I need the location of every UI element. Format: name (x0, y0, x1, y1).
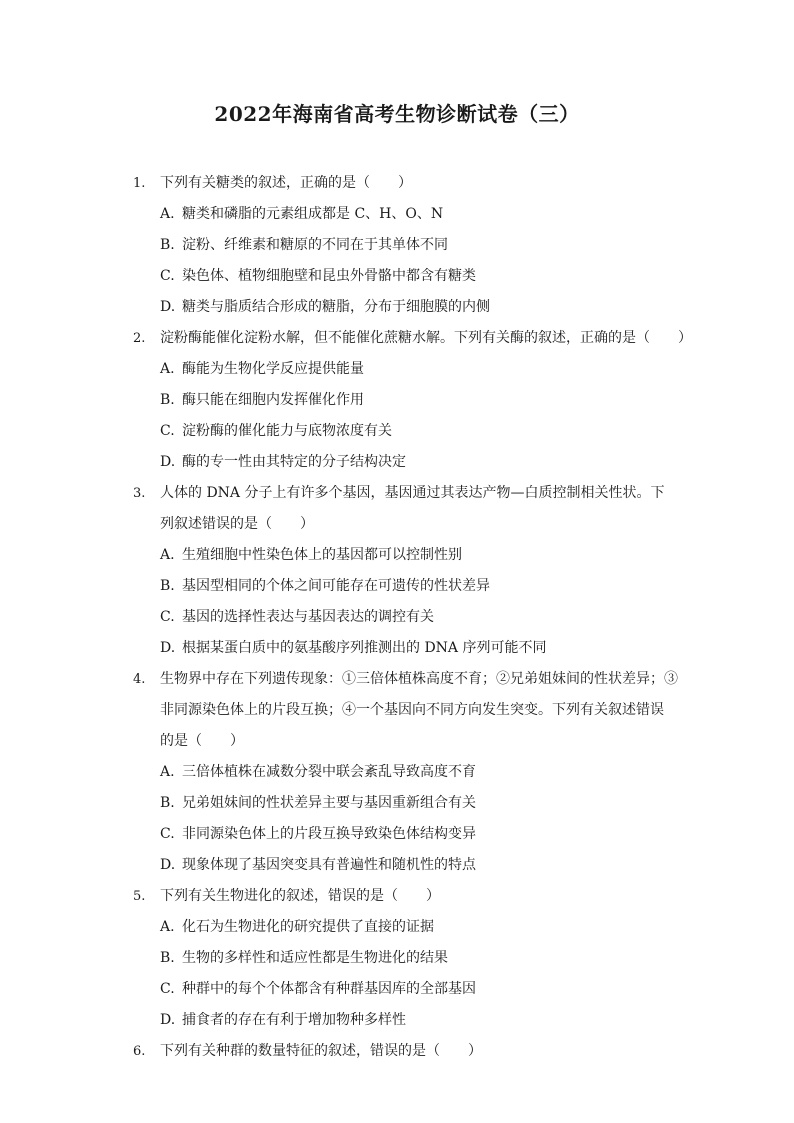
option-label: A. (160, 547, 175, 563)
answer-option (160, 571, 660, 602)
option-text: 非同源染色体上的片段互换导致染色体结构变异 (182, 826, 476, 842)
question-stem (160, 1036, 660, 1067)
option-label: B. (160, 950, 175, 966)
question-stem (160, 881, 660, 912)
answer-option (160, 261, 660, 292)
answer-option (160, 850, 660, 881)
option-text: 三倍体植株在减数分裂中联会紊乱导致高度不育 (182, 764, 476, 780)
question-number: 2. (133, 331, 146, 346)
answer-option (160, 199, 660, 230)
answer-option (160, 385, 660, 416)
question-6 (0, 1036, 794, 1067)
answer-option (160, 230, 660, 261)
option-label: A. (160, 361, 175, 377)
option-text: 淀粉、纤维素和糖原的不同在于其单体不同 (182, 237, 448, 253)
question-stem-line: 下列有关种群的数量特征的叙述，错误的是（ ） (160, 1043, 482, 1059)
option-text: 淀粉酶的催化能力与底物浓度有关 (182, 423, 392, 439)
option-label: D. (160, 454, 176, 470)
question-stem (160, 168, 660, 199)
question-2 (0, 323, 794, 478)
option-label: A. (160, 919, 175, 935)
question-stem-line: 下列有关糖类的叙述，正确的是（ ） (160, 175, 412, 191)
question-stem-line: 淀粉酶能催化淀粉水解，但不能催化蔗糖水解。下列有关酶的叙述，正确的是（ ） (160, 330, 692, 346)
question-number: 4. (133, 672, 146, 687)
answer-option (160, 974, 660, 1005)
option-text: 基因的选择性表达与基因表达的调控有关 (182, 609, 434, 625)
answer-option (160, 819, 660, 850)
option-label: C. (160, 423, 175, 439)
option-label: B. (160, 795, 175, 811)
option-label: D. (160, 640, 176, 656)
option-label: D. (160, 299, 176, 315)
option-label: C. (160, 268, 175, 284)
question-stem-line: 非同源染色体上的片段互换；④一个基因向不同方向发生突变。下列有关叙述错误 (160, 702, 664, 718)
question-5 (0, 881, 794, 1036)
option-label: B. (160, 578, 175, 594)
answer-option (160, 354, 660, 385)
question-stem (160, 664, 678, 757)
option-text: 生物的多样性和适应性都是生物进化的结果 (182, 950, 448, 966)
question-stem-line: 下列有关生物进化的叙述，错误的是（ ） (160, 888, 440, 904)
option-text: 捕食者的存在有利于增加物种多样性 (182, 1012, 406, 1028)
option-text: 糖类与脂质结合形成的糖脂，分布于细胞膜的内侧 (182, 299, 490, 315)
answer-option (160, 416, 660, 447)
option-text: 种群中的每个个体都含有种群基因库的全部基因 (182, 981, 476, 997)
option-text: 染色体、植物细胞壁和昆虫外骨骼中都含有糖类 (182, 268, 476, 284)
option-text: 兄弟姐妹间的性状差异主要与基因重新组合有关 (182, 795, 476, 811)
option-text: 基因型相同的个体之间可能存在可遗传的性状差异 (182, 578, 490, 594)
option-label: A. (160, 206, 175, 222)
option-text: 酶只能在细胞内发挥催化作用 (182, 392, 364, 408)
option-label: A. (160, 764, 175, 780)
answer-option (160, 943, 660, 974)
option-text: 化石为生物进化的研究提供了直接的证据 (182, 919, 434, 935)
option-label: B. (160, 237, 175, 253)
answer-option (160, 292, 660, 323)
option-label: D. (160, 1012, 176, 1028)
answer-option (160, 602, 660, 633)
question-3 (0, 478, 794, 664)
answer-option (160, 912, 660, 943)
option-label: B. (160, 392, 175, 408)
answer-option (160, 788, 660, 819)
option-text: 酶的专一性由其特定的分子结构决定 (182, 454, 406, 470)
answer-option (160, 757, 660, 788)
question-stem-line: 的是（ ） (160, 733, 244, 749)
question-list (0, 168, 794, 1067)
option-text: 生殖细胞中性染色体上的基因都可以控制性别 (182, 547, 462, 563)
question-number: 5. (133, 889, 146, 904)
question-1 (0, 168, 794, 323)
question-number: 3. (133, 486, 146, 501)
option-text: 根据某蛋白质中的氨基酸序列推测出的 DNA 序列可能不同 (182, 640, 547, 656)
question-stem-line: 列叙述错误的是（ ） (160, 516, 314, 532)
answer-option (160, 540, 660, 571)
option-label: D. (160, 857, 176, 873)
option-label: C. (160, 609, 175, 625)
question-stem (160, 323, 692, 354)
option-text: 酶能为生物化学反应提供能量 (182, 361, 364, 377)
question-number: 6. (133, 1044, 146, 1059)
answer-option (160, 633, 660, 664)
question-stem (160, 478, 665, 540)
question-number: 1. (133, 176, 146, 191)
option-text: 现象体现了基因突变具有普遍性和随机性的特点 (182, 857, 476, 873)
page-title: 2022年海南省高考生物诊断试卷（三） (214, 102, 580, 126)
question-stem-line: 生物界中存在下列遗传现象：①三倍体植株高度不育；②兄弟姐妹间的性状差异；③ (160, 671, 678, 687)
option-label: C. (160, 981, 175, 997)
question-4 (0, 664, 794, 881)
answer-option (160, 1005, 660, 1036)
question-stem-line: 人体的 DNA 分子上有许多个基因，基因通过其表达产物—白质控制相关性状。下 (160, 485, 665, 501)
answer-option (160, 447, 660, 478)
option-label: C. (160, 826, 175, 842)
option-text: 糖类和磷脂的元素组成都是 C、H、O、N (182, 206, 444, 222)
